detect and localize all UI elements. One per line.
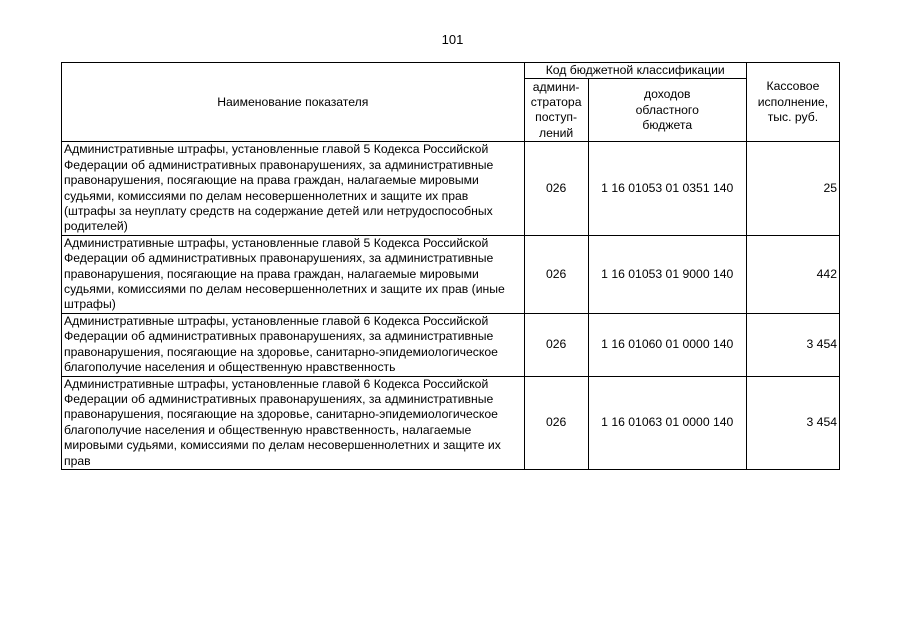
header-classification-group: Код бюджетной классификации <box>524 63 746 79</box>
row-amount: 25 <box>746 142 839 235</box>
row-amount: 3 454 <box>746 376 839 469</box>
row-name: Административные штрафы, установленные главой 5 Кодекса Российской Федерации об административных правонарушениях, за административные правонарушения, посягающие на права граждан, налагаемые мировыми судьями, комиссиями по делам несовершеннолетних и защите их прав (иные штрафы) <box>62 235 525 313</box>
row-revenue-code: 1 16 01053 01 0351 140 <box>588 142 746 235</box>
table-row <box>62 313 840 376</box>
row-name: Административные штрафы, установленные главой 6 Кодекса Российской Федерации об административных правонарушениях, за административные правонарушения, посягающие на здоровье, санитарно-эпидемиологическое благополучие населения и общественную нравственность <box>62 313 525 376</box>
page-number: 101 <box>441 32 464 47</box>
header-revenue: доходов областного бюджета <box>588 79 746 142</box>
row-amount: 3 454 <box>746 313 839 376</box>
row-revenue-code: 1 16 01053 01 9000 140 <box>588 235 746 313</box>
row-admin-code: 026 <box>524 235 588 313</box>
header-execution: Кассовое исполнение, тыс. руб. <box>746 63 839 142</box>
row-amount: 442 <box>746 235 839 313</box>
header-name: Наименование показателя <box>62 63 525 142</box>
row-admin-code: 026 <box>524 313 588 376</box>
header-administrator: админи- стратора поступ- лений <box>524 79 588 142</box>
row-revenue-code: 1 16 01063 01 0000 140 <box>588 376 746 469</box>
budget-table <box>61 62 840 470</box>
table-row <box>62 235 840 313</box>
table-row <box>62 376 840 469</box>
row-admin-code: 026 <box>524 142 588 235</box>
row-name: Административные штрафы, установленные главой 5 Кодекса Российской Федерации об административных правонарушениях, за административные правонарушения, посягающие на права граждан, налагаемые мировыми судьями, комиссиями по делам несовершеннолетних и защите их прав (штрафы за неуплату средств на содержание детей или нетрудоспособных родителей) <box>62 142 525 235</box>
row-revenue-code: 1 16 01060 01 0000 140 <box>588 313 746 376</box>
table-row <box>62 142 840 235</box>
header-row-1 <box>62 63 840 79</box>
row-admin-code: 026 <box>524 376 588 469</box>
row-name: Административные штрафы, установленные главой 6 Кодекса Российской Федерации об административных правонарушениях, за административные правонарушения, посягающие на здоровье, санитарно-эпидемиологическое благополучие населения и общественную нравственность, налагаемые мировыми судьями, комиссиями по делам несовершеннолетних и защите их прав <box>62 376 525 469</box>
